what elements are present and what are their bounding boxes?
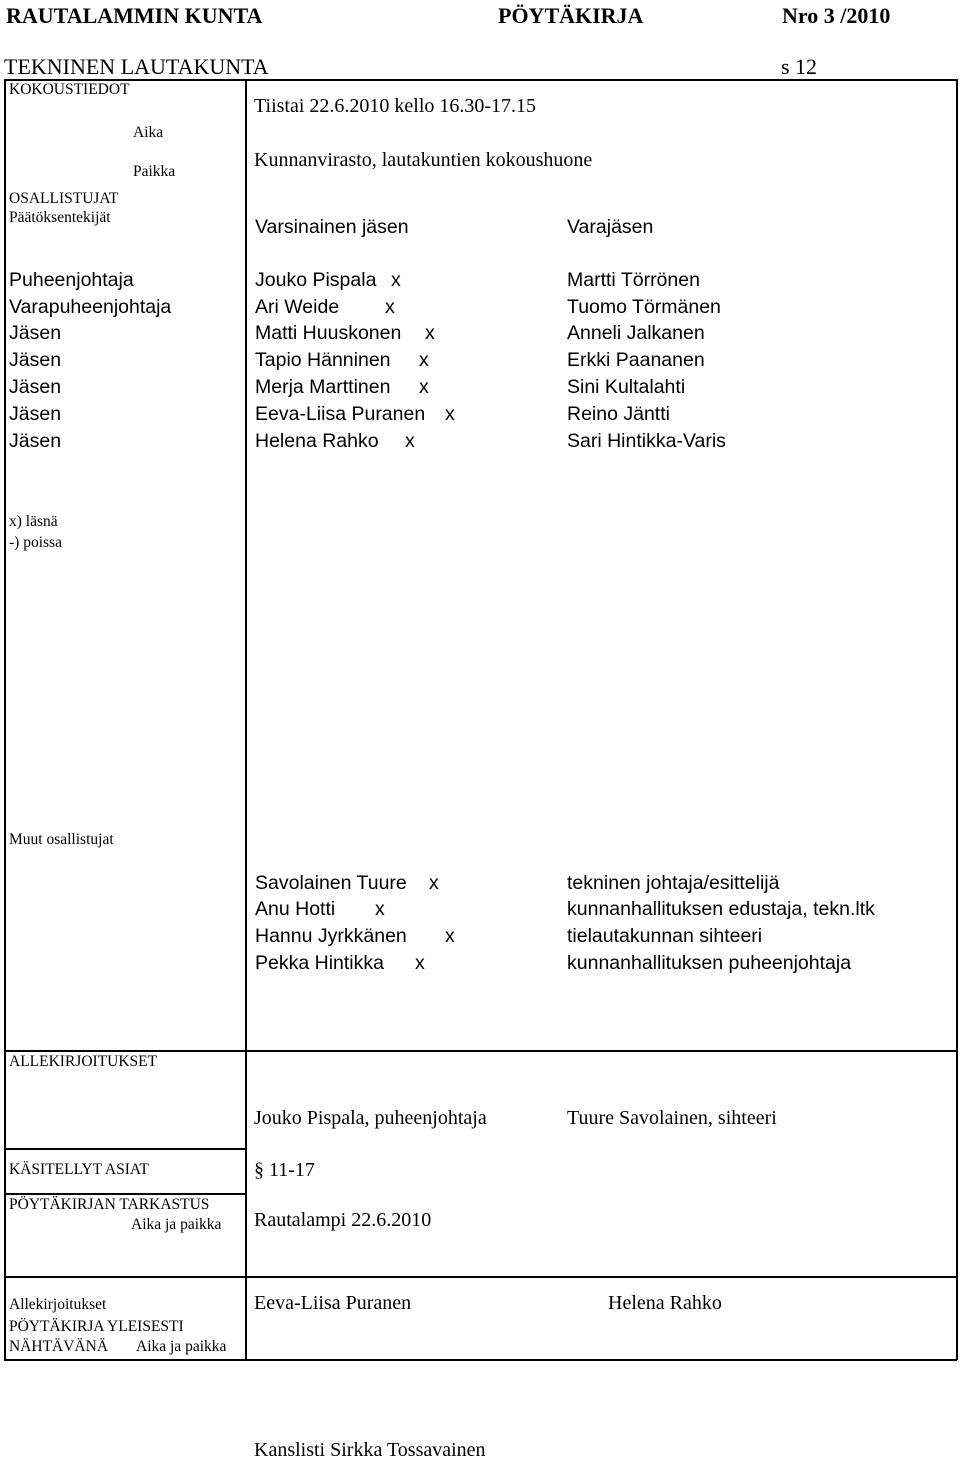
page-number: s 12 bbox=[781, 54, 818, 79]
secretary-signature: Tuure Savolainen, sihteeri bbox=[567, 1107, 777, 1129]
attendance-mark: x bbox=[445, 403, 455, 425]
deputy-column-header: Varajäsen bbox=[567, 216, 654, 238]
other-attendee-role: kunnanhallituksen edustaja, tekn.ltk bbox=[567, 898, 875, 920]
meeting-info-label: KOKOUSTIEDOT bbox=[9, 81, 130, 98]
document-number: Nro 3 /2010 bbox=[782, 3, 891, 28]
other-attendee-role: tekninen johtaja/esittelijä bbox=[567, 872, 780, 894]
divider-items bbox=[4, 1148, 245, 1150]
public-display-label-2: NÄHTÄVÄNÄ bbox=[9, 1338, 109, 1355]
frame-top-border bbox=[4, 79, 957, 81]
reviewer-1-signature: Eeva-Liisa Puranen bbox=[254, 1292, 412, 1314]
document-type: PÖYTÄKIRJA bbox=[498, 3, 644, 28]
meeting-time: Tiistai 22.6.2010 kello 16.30-17.15 bbox=[254, 95, 537, 117]
attendance-mark: x bbox=[429, 872, 439, 894]
participant-deputy: Martti Törrönen bbox=[567, 269, 700, 291]
divider-review-sign bbox=[4, 1276, 957, 1278]
column-divider bbox=[245, 79, 247, 1360]
other-attendee-name: Pekka Hintikka bbox=[255, 952, 384, 974]
other-attendee-role: tielautakunnan sihteeri bbox=[567, 925, 763, 947]
participant-deputy: Reino Jäntti bbox=[567, 403, 670, 425]
review-label: PÖYTÄKIRJAN TARKASTUS bbox=[9, 1196, 210, 1213]
participant-role: Varapuheenjohtaja bbox=[9, 296, 172, 318]
participant-role: Jäsen bbox=[9, 376, 62, 398]
attendance-mark: x bbox=[405, 430, 415, 452]
legend-present: x) läsnä bbox=[9, 513, 58, 530]
divider-review bbox=[4, 1193, 245, 1195]
municipality-name: RAUTALAMMIN KUNTA bbox=[6, 3, 263, 28]
public-display-signer: Kanslisti Sirkka Tossavainen bbox=[254, 1439, 486, 1461]
participant-member: Ari Weide bbox=[255, 296, 340, 318]
participant-role: Puheenjohtaja bbox=[9, 269, 134, 291]
participant-member: Merja Marttinen bbox=[255, 376, 391, 398]
public-time-place-label: Aika ja paikka bbox=[136, 1338, 227, 1355]
member-column-header: Varsinainen jäsen bbox=[255, 216, 409, 238]
signatures-label: ALLEKIRJOITUKSET bbox=[9, 1053, 158, 1070]
items-value: § 11-17 bbox=[254, 1159, 315, 1181]
participant-member: Tapio Hänninen bbox=[255, 349, 391, 371]
attendance-mark: x bbox=[419, 376, 429, 398]
participant-role: Jäsen bbox=[9, 403, 62, 425]
participant-deputy: Tuomo Törmänen bbox=[567, 296, 721, 318]
participant-member: Eeva-Liisa Puranen bbox=[255, 403, 426, 425]
participant-deputy: Sari Hintikka-Varis bbox=[567, 430, 726, 452]
participant-deputy: Erkki Paananen bbox=[567, 349, 705, 371]
attendance-mark: x bbox=[385, 296, 395, 318]
participant-role: Jäsen bbox=[9, 322, 62, 344]
other-attendee-role: kunnanhallituksen puheenjohtaja bbox=[567, 952, 852, 974]
attendance-mark: x bbox=[419, 349, 429, 371]
attendance-mark: x bbox=[375, 898, 385, 920]
review-signatures-label: Allekirjoitukset bbox=[9, 1296, 107, 1313]
other-attendees-label: Muut osallistujat bbox=[9, 831, 114, 848]
other-attendee-name: Anu Hotti bbox=[255, 898, 336, 920]
review-place-date: Rautalampi 22.6.2010 bbox=[254, 1209, 432, 1231]
participant-member: Matti Huuskonen bbox=[255, 322, 402, 344]
attendance-mark: x bbox=[391, 269, 401, 291]
other-attendee-name: Savolainen Tuure bbox=[255, 872, 407, 894]
divider-signatures bbox=[4, 1050, 957, 1052]
items-label: KÄSITELLYT ASIAT bbox=[9, 1161, 149, 1178]
attendance-mark: x bbox=[415, 952, 425, 974]
legend-absent: -) poissa bbox=[9, 534, 62, 551]
frame-right-border bbox=[956, 79, 958, 1360]
frame-left-border bbox=[4, 79, 6, 1360]
attendance-mark: x bbox=[425, 322, 435, 344]
public-display-label: PÖYTÄKIRJA YLEISESTI bbox=[9, 1318, 184, 1335]
frame-bottom-border bbox=[4, 1359, 957, 1361]
other-attendee-name: Hannu Jyrkkänen bbox=[255, 925, 407, 947]
participant-member: Jouko Pispala bbox=[255, 269, 377, 291]
participant-member: Helena Rahko bbox=[255, 430, 379, 452]
participants-label: OSALLISTUJAT bbox=[9, 190, 119, 207]
participant-role: Jäsen bbox=[9, 349, 62, 371]
chair-signature: Jouko Pispala, puheenjohtaja bbox=[254, 1107, 487, 1129]
participant-deputy: Sini Kultalahti bbox=[567, 376, 686, 398]
reviewer-2-signature: Helena Rahko bbox=[608, 1292, 722, 1314]
attendance-mark: x bbox=[445, 925, 455, 947]
review-time-place-label: Aika ja paikka bbox=[131, 1216, 222, 1233]
board-name: TEKNINEN LAUTAKUNTA bbox=[4, 54, 269, 79]
participant-role: Jäsen bbox=[9, 430, 62, 452]
place-label: Paikka bbox=[133, 163, 176, 180]
time-label: Aika bbox=[133, 124, 164, 141]
participant-deputy: Anneli Jalkanen bbox=[567, 322, 705, 344]
decision-makers-label: Päätöksentekijät bbox=[9, 209, 111, 226]
meeting-place: Kunnanvirasto, lautakuntien kokoushuone bbox=[254, 149, 593, 171]
